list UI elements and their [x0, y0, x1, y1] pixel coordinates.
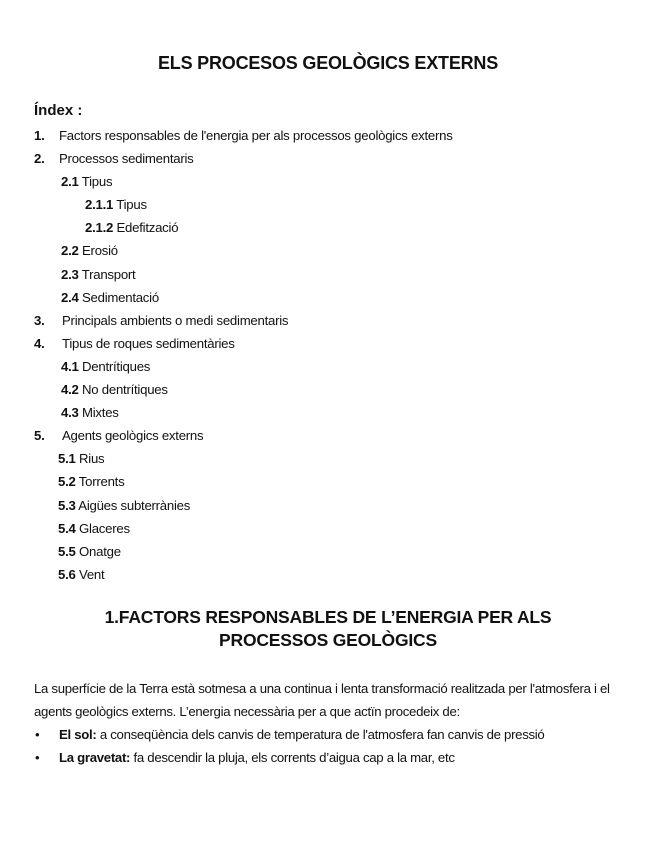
toc-item-text: Factors responsables de l'energia per als processos geològics externs: [59, 128, 453, 143]
bullet-term: La gravetat:: [59, 750, 131, 765]
toc-item-number: 3.: [34, 312, 45, 328]
toc-item-number: 2.4: [61, 289, 79, 305]
toc-item: [0, 332, 656, 355]
toc-item: [0, 147, 656, 170]
toc-item: [0, 563, 656, 586]
toc-item: [0, 170, 656, 193]
section-heading-line-2: PROCESSOS GEOLÒGICS: [219, 630, 437, 650]
toc-item-text: Mixtes: [82, 405, 119, 421]
toc-item-number: 2.2: [61, 243, 79, 259]
toc-item-number: 5.3: [58, 497, 76, 513]
energy-sources-list: [0, 723, 656, 769]
document-title: ELS PROCESOS GEOLÒGICS EXTERNS: [157, 53, 499, 73]
toc-item-number: 2.1.1: [85, 197, 114, 213]
toc-item-text: Rius: [79, 451, 105, 467]
toc-item: [0, 517, 656, 540]
toc-item: [0, 286, 656, 309]
table-of-contents: [0, 124, 656, 586]
section-heading: [0, 606, 656, 652]
toc-item: [0, 124, 656, 147]
section-paragraph: La superfície de la Terra està sotmesa a una continua i lenta transformació realitzada per l'atmosfera i el agents geològics externs. L’energia necessària per a que actïn procedeix de:: [34, 681, 610, 719]
toc-item-number: 5.2: [58, 474, 76, 490]
bullet-text: a conseqüència dels canvis de temperatura de l'atmosfera fan canvis de pressió: [96, 727, 545, 742]
toc-item-text: Aigües subterrànies: [78, 497, 191, 513]
toc-item-text: Agents geològics externs: [62, 428, 204, 444]
toc-item: [0, 216, 656, 239]
toc-item: [0, 378, 656, 401]
toc-item-number: 5.4: [58, 520, 76, 536]
toc-item-number: 5.6: [58, 566, 76, 582]
toc-item-text: Transport: [81, 266, 136, 282]
toc-item-number: 1.: [34, 128, 45, 143]
bullet-body: [59, 746, 455, 769]
toc-item: [0, 540, 656, 563]
toc-item-number: 4.: [34, 335, 45, 351]
bullet-dot: •: [35, 750, 40, 765]
toc-item: [0, 355, 656, 378]
toc-item-text: Principals ambients o medi sedimentaris: [62, 312, 289, 328]
toc-item-number: 2.1: [61, 174, 79, 190]
bullet-term: El sol:: [59, 727, 97, 742]
toc-item-text: Tipus: [81, 174, 113, 190]
toc-item-text: Dentrítiques: [82, 358, 151, 374]
toc-item-number: 2.: [34, 151, 45, 167]
toc-item-text: Vent: [79, 566, 105, 582]
toc-item: [0, 447, 656, 470]
toc-item: [0, 424, 656, 447]
toc-item: [0, 263, 656, 286]
toc-item-number: 5.: [34, 428, 45, 444]
toc-item-text: Onatge: [79, 543, 121, 559]
toc-item: [0, 239, 656, 262]
toc-item: [0, 494, 656, 517]
bullet-item: [0, 746, 656, 769]
toc-item-text: Sedimentació: [82, 289, 159, 305]
toc-item-text: Erosió: [82, 243, 118, 259]
toc-item-text: No dentrítiques: [82, 382, 168, 398]
toc-item: [0, 401, 656, 424]
toc-item-text: Tipus: [116, 197, 147, 213]
toc-item-text: Torrents: [78, 474, 125, 490]
toc-item-number: 4.3: [61, 405, 79, 421]
toc-item-text: Tipus de roques sedimentàries: [62, 335, 235, 351]
bullet-item: [0, 723, 656, 746]
toc-item-number: 2.3: [61, 266, 79, 282]
bullet-dot: •: [35, 727, 40, 742]
section-heading-line-1: 1.FACTORS RESPONSABLES DE L’ENERGIA PER ALS: [104, 607, 552, 627]
toc-item-text: Glaceres: [79, 520, 130, 536]
index-label: Índex :: [34, 102, 83, 119]
toc-item-number: 2.1.2: [85, 220, 114, 236]
toc-item-text: Edefització: [116, 220, 179, 236]
toc-item-number: 5.1: [58, 451, 76, 467]
toc-item: [0, 470, 656, 493]
toc-item-number: 4.2: [61, 382, 79, 398]
toc-item-number: 5.5: [58, 543, 76, 559]
toc-item: [0, 193, 656, 216]
toc-item-text: Processos sedimentaris: [59, 151, 194, 167]
bullet-text: fa descendir la pluja, els corrents d’aigua cap a la mar, etc: [130, 750, 455, 765]
toc-item: [0, 309, 656, 332]
bullet-body: [59, 723, 544, 746]
toc-item-number: 4.1: [61, 358, 79, 374]
